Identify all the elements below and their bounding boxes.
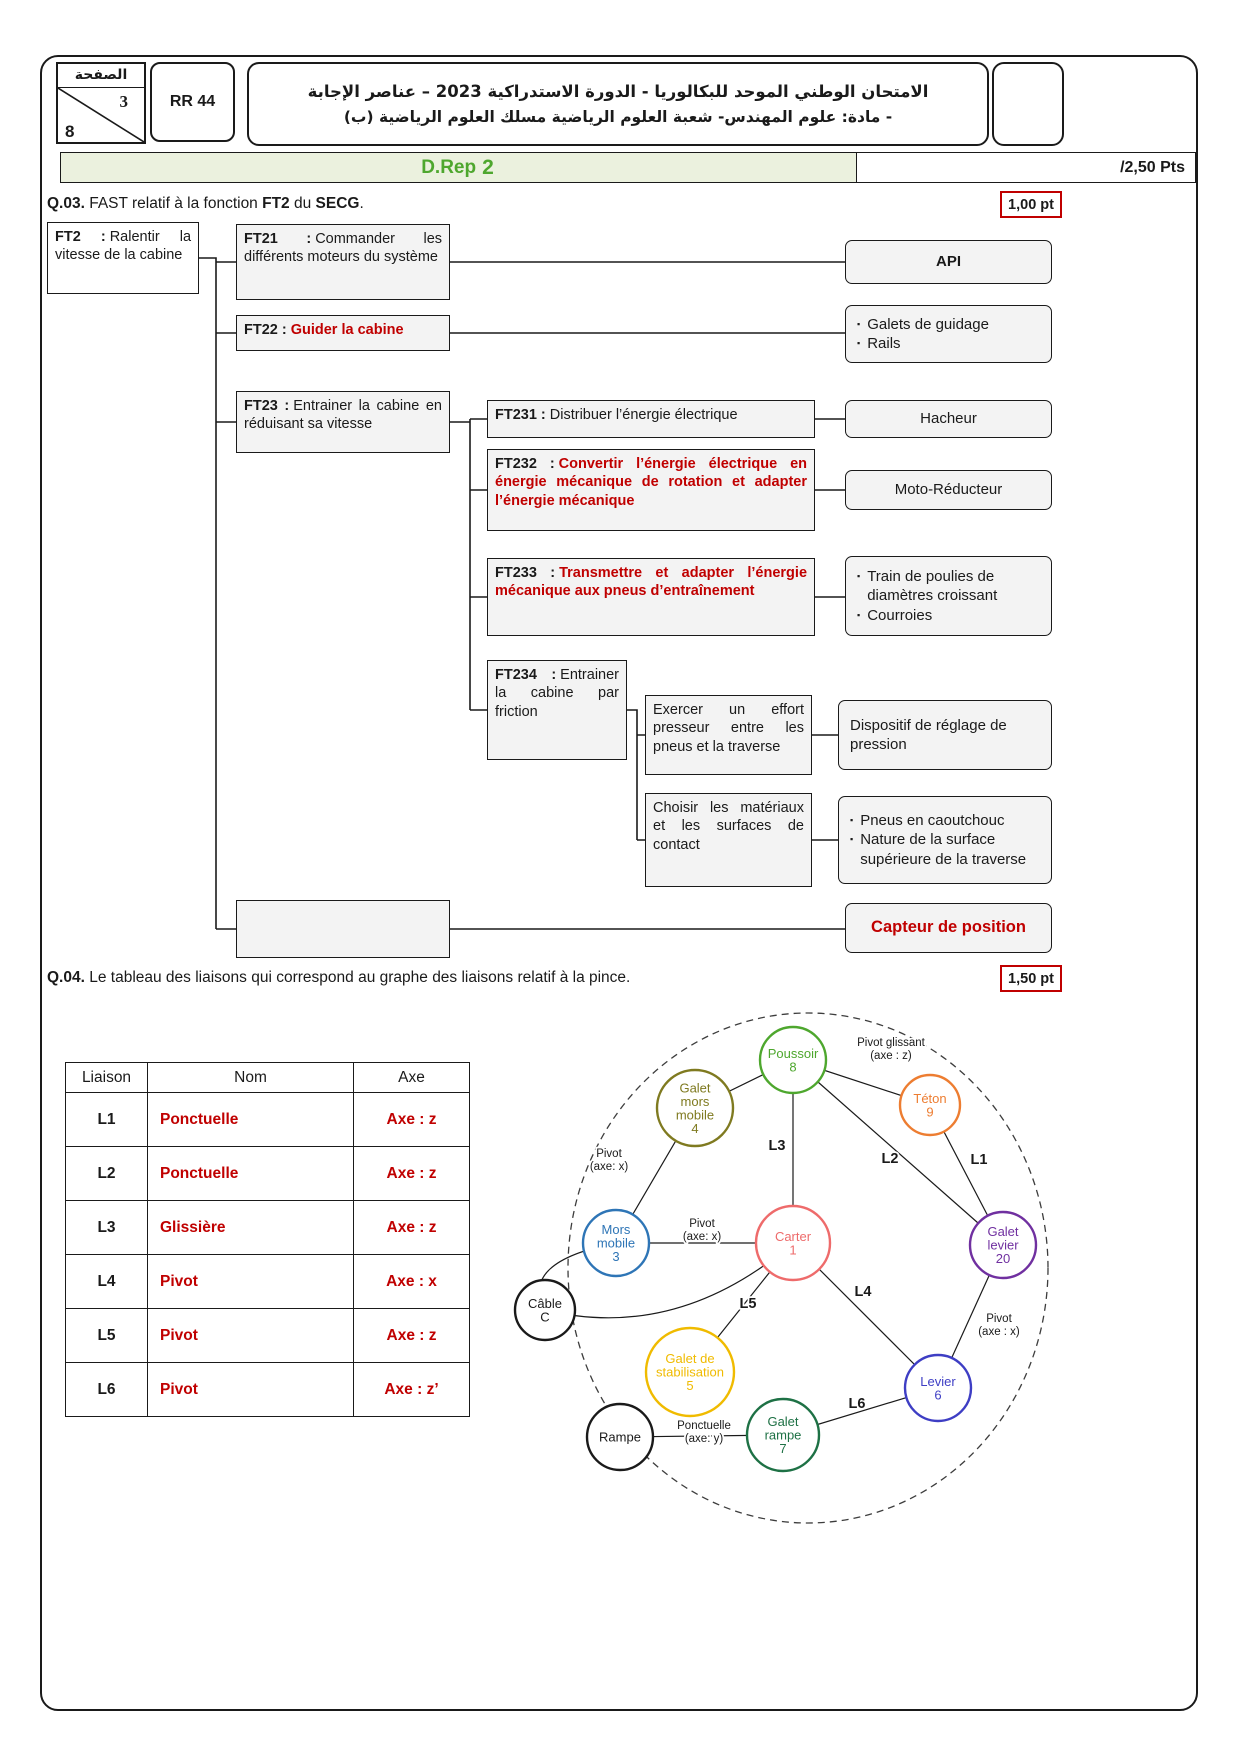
liaison-table: [65, 1062, 470, 1417]
section-title-text: D.Rep: [421, 156, 477, 178]
edge-label-mors-mobile--carter: Pivot (axe: x): [682, 1218, 722, 1243]
ft233-code: FT233 :: [495, 565, 556, 581]
edge-label-galet-levier--levier: Pivot (axe : x): [978, 1313, 1020, 1338]
fast-ft24-box: [236, 900, 450, 958]
edge-label-galet-mors-mobile--mors-mobile: Pivot (axe: x): [589, 1148, 629, 1173]
moto-reducteur-label: Moto-Réducteur: [894, 481, 1003, 499]
fast-ft231-box: [487, 400, 815, 438]
table-header-row: [66, 1063, 470, 1093]
pneus-list: [850, 811, 1040, 870]
col-header-axe: Axe: [354, 1063, 470, 1093]
solution-hacheur-box: [845, 400, 1052, 438]
nom-cell: Ponctuelle: [148, 1093, 354, 1147]
nom-cell: Pivot: [148, 1309, 354, 1363]
axe-cell: Axe : z: [354, 1309, 470, 1363]
ft21-code: FT21 :: [244, 231, 312, 247]
section-points: /2,50 Pts: [857, 153, 1195, 182]
nom-cell: Pivot: [148, 1363, 354, 1417]
liaison-graph: [505, 1000, 1080, 1565]
bullet-item-text: Galets de guidage: [867, 315, 989, 333]
ft2-code: FT2 :: [55, 229, 106, 245]
edge-label-levier--galet-rampe: L6: [848, 1396, 866, 1412]
question-04: [47, 969, 947, 987]
liaison-cell: L1: [66, 1093, 148, 1147]
guidage-list: [857, 315, 1040, 354]
nom-cell: Glissière: [148, 1201, 354, 1255]
solution-guidage-box: [845, 305, 1052, 363]
q04-label: Q.04.: [47, 969, 85, 986]
capteur-label: Capteur de position: [871, 918, 1026, 937]
page-label: الصفحة: [58, 64, 144, 88]
question-03: [47, 195, 947, 213]
nom-cell: Pivot: [148, 1255, 354, 1309]
ft231-code: FT231 :: [495, 407, 546, 423]
section-title: [61, 153, 857, 182]
node-label-poussoir: Poussoir 8: [767, 1045, 819, 1075]
bullet-item: [857, 567, 1040, 606]
ft23-text: Entrainer la cabine en réduisant sa vitesse: [244, 398, 442, 433]
page-number-body: [58, 88, 144, 142]
section-title-number: 2: [482, 155, 494, 179]
exam-code: RR 44: [169, 93, 216, 110]
edge-label-carter--galet-stabilisation: L5: [739, 1296, 757, 1312]
bullet-item-text: Train de poulies de diamètres croissant: [867, 567, 998, 605]
q03-secg: SECG: [315, 195, 360, 212]
liaison-cell: L3: [66, 1201, 148, 1255]
node-label-teton: Téton 9: [913, 1090, 947, 1120]
node-label-mors-mobile: Mors mobile 3: [596, 1222, 636, 1264]
bullet-icon: ▪: [857, 338, 861, 348]
table-row: [66, 1255, 470, 1309]
node-label-carter: Carter 1: [774, 1228, 812, 1258]
nom-cell: Ponctuelle: [148, 1147, 354, 1201]
edge-label-carter--levier: L4: [854, 1284, 872, 1300]
bullet-icon: ▪: [857, 609, 861, 620]
node-label-rampe: Rampe: [599, 1429, 641, 1445]
bullet-item: [850, 811, 1040, 831]
axe-cell: Axe : z’: [354, 1363, 470, 1417]
col-header-liaison: Liaison: [66, 1063, 148, 1093]
ft232-code: FT232 :: [495, 456, 555, 472]
header-right-box: [992, 62, 1064, 146]
node-label-galet-mors-mobile: Galet mors mobile 4: [675, 1080, 715, 1136]
solution-pneus-box: [838, 796, 1052, 884]
bullet-icon: ▪: [850, 834, 854, 845]
liaison-cell: L4: [66, 1255, 148, 1309]
ft234-text: Entrainer la cabine par friction: [495, 667, 619, 720]
fast-ft232-box: [487, 449, 815, 531]
table-row: [66, 1201, 470, 1255]
section-banner: [60, 152, 1196, 183]
edge-label-galet-rampe--rampe: Ponctuelle (axe: y): [677, 1420, 731, 1445]
table-row: [66, 1363, 470, 1417]
fast-exercer-box: [645, 695, 812, 775]
bullet-item-text: Nature de la surface supérieure de la traverse: [860, 831, 1027, 868]
ft232-text: Convertir l’énergie électrique en énergie mécanique de rotation et adapter l’énergie mécanique: [495, 456, 807, 509]
ft22-text: Guider la cabine: [290, 322, 404, 338]
api-label: API: [935, 253, 961, 271]
bullet-icon: ▪: [857, 318, 861, 329]
axe-cell: Axe : z: [354, 1093, 470, 1147]
solution-train-poulies-box: [845, 556, 1052, 636]
liaison-cell: L6: [66, 1363, 148, 1417]
ft21-text: Commander les différents moteurs du système: [244, 231, 443, 266]
q03-ft2: FT2: [262, 195, 290, 212]
edge-label-poussoir--galet-levier: L2: [881, 1151, 899, 1167]
liaison-cell: L5: [66, 1309, 148, 1363]
ft22-code: FT22 :: [244, 322, 287, 338]
choisir-text: Choisir les matériaux et les surfaces de contact: [653, 800, 804, 853]
fast-choisir-box: [645, 793, 812, 887]
col-header-nom: Nom: [148, 1063, 354, 1093]
bullet-icon: ▪: [857, 570, 861, 581]
node-label-cable: Câble C: [528, 1295, 562, 1325]
exercer-text: Exercer un effort presseur entre les pneus et la traverse: [653, 702, 804, 755]
liaison-cell: L2: [66, 1147, 148, 1201]
fast-ft2-box: [47, 222, 199, 294]
node-label-galet-rampe: Galet rampe 7: [764, 1414, 802, 1456]
q03-label: Q.03.: [47, 195, 85, 212]
q03-text-2: du: [289, 195, 316, 212]
solution-capteur-box: [845, 903, 1052, 953]
solution-moto-reducteur-box: [845, 470, 1052, 510]
ft233-text: Transmettre et adapter l’énergie mécanique aux pneus d’entraînement: [495, 565, 808, 600]
train-poulies-list: [857, 567, 1040, 626]
table-row: [66, 1309, 470, 1363]
ft23-code: FT23 :: [244, 398, 290, 414]
bullet-item: [857, 606, 1040, 626]
bullet-item: [857, 315, 1040, 335]
node-label-levier: Levier 6: [920, 1373, 956, 1403]
exam-code-box: [150, 62, 235, 142]
solution-api-box: [845, 240, 1052, 284]
hacheur-label: Hacheur: [920, 410, 977, 428]
q04-text: Le tableau des liaisons qui correspond au graphe des liaisons relatif à la pince.: [84, 969, 631, 986]
bullet-item-text: Rails: [867, 335, 901, 352]
bullet-item: [850, 830, 1040, 869]
page-total: 8: [65, 122, 75, 141]
axe-cell: Axe : x: [354, 1255, 470, 1309]
ft231-text: Distribuer l’énergie électrique: [549, 407, 738, 423]
exam-title-line1: الامتحان الوطني الموحد للبكالوريا - الدورة الاستدراكية 2023 – عناصر الإجابة: [307, 82, 929, 101]
fast-ft23-box: [236, 391, 450, 453]
q03-text-3: .: [359, 195, 364, 212]
solution-dispositif-box: [838, 700, 1052, 770]
bullet-item-text: Courroies: [867, 606, 933, 624]
edge-label-poussoir--teton: Pivot glissant (axe : z): [857, 1037, 925, 1062]
bullet-item-text: Pneus en caoutchouc: [860, 811, 1005, 829]
dispositif-label: Dispositif de réglage de pression: [850, 716, 1007, 753]
ft234-code: FT234 :: [495, 667, 557, 683]
bullet-item: [857, 334, 1040, 354]
fast-ft233-box: [487, 558, 815, 636]
q04-points-badge: 1,50 pt: [1000, 965, 1062, 992]
fast-ft21-box: [236, 224, 450, 300]
edge-label-teton--galet-levier: L1: [970, 1152, 988, 1168]
page-current: 3: [119, 92, 128, 111]
node-label-galet-levier: Galet levier 20: [987, 1224, 1019, 1266]
node-label-galet-stabilisation: Galet de stabilisation 5: [656, 1351, 724, 1393]
axe-cell: Axe : z: [354, 1147, 470, 1201]
ft2-text: Ralentir la vitesse de la cabine: [55, 229, 192, 264]
fast-ft22-box: [236, 315, 450, 351]
axe-cell: Axe : z: [354, 1201, 470, 1255]
fast-ft234-box: [487, 660, 627, 760]
exam-title-box: [247, 62, 989, 146]
page-number-box: [56, 62, 146, 144]
edge-label-poussoir--carter: L3: [768, 1138, 786, 1154]
table-row: [66, 1147, 470, 1201]
q03-text-1: FAST relatif à la fonction: [84, 195, 263, 212]
bullet-icon: ▪: [850, 814, 854, 825]
exam-title-line2: - مادة: علوم المهندس- شعبة العلوم الرياضية مسلك العلوم الرياضية (ب): [343, 108, 893, 126]
table-row: [66, 1093, 470, 1147]
q03-points-badge: 1,00 pt: [1000, 191, 1062, 218]
